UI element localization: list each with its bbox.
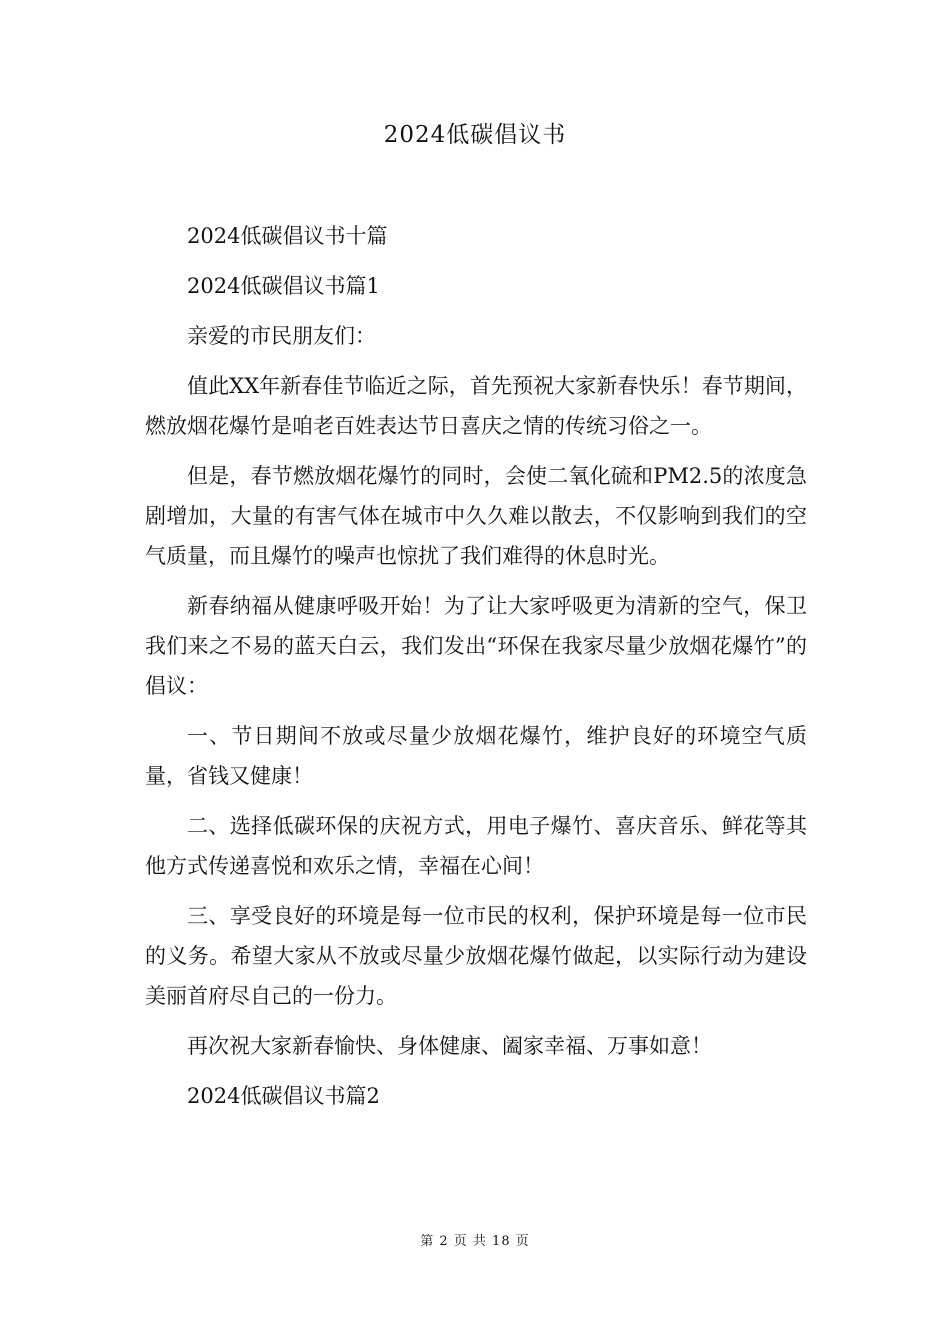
closing-wishes: 再次祝大家新春愉快、身体健康、阖家幸福、万事如意！ bbox=[187, 1034, 712, 1058]
document-body bbox=[145, 216, 807, 1126]
proposal-item-1: 一、节日期间不放或尽量少放烟花爆竹，维护良好的环境空气质量，省钱又健康！ bbox=[145, 724, 807, 788]
body-paragraph: 新春纳福从健康呼吸开始！为了让大家呼吸更为清新的空气，保卫我们来之不易的蓝天白云，我们发出“环保在我家尽量少放烟花爆竹”的倡议： bbox=[145, 594, 807, 698]
heading-section-1: 2024低碳倡议书篇1 bbox=[187, 274, 380, 298]
heading-section-2: 2024低碳倡议书篇2 bbox=[187, 1084, 380, 1108]
body-paragraph: 但是，春节燃放烟花爆竹的同时，会使二氧化硫和PM2.5的浓度急剧增加，大量的有害气体在城市中久久难以散去，不仅影响到我们的空气质量，而且爆竹的噪声也惊扰了我们难得的休息时光。 bbox=[145, 464, 807, 568]
proposal-item-2: 二、选择低碳环保的庆祝方式，用电子爆竹、喜庆音乐、鲜花等其他方式传递喜悦和欢乐之情，幸福在心间！ bbox=[145, 814, 807, 878]
page-number-footer: 第 2 页 共 18 页 bbox=[420, 1234, 530, 1249]
heading-collection: 2024低碳倡议书十篇 bbox=[187, 224, 388, 248]
body-paragraph: 值此XX年新春佳节临近之际，首先预祝大家新春快乐！春节期间，燃放烟花爆竹是咱老百姓表达节日喜庆之情的传统习俗之一。 bbox=[145, 374, 807, 438]
salutation: 亲爱的市民朋友们： bbox=[187, 324, 376, 348]
proposal-item-3: 三、享受良好的环境是每一位市民的权利，保护环境是每一位市民的义务。希望大家从不放或尽量少放烟花爆竹做起，以实际行动为建设美丽首府尽自己的一份力。 bbox=[145, 904, 807, 1008]
document-title: 2024低碳倡议书 bbox=[383, 122, 567, 148]
